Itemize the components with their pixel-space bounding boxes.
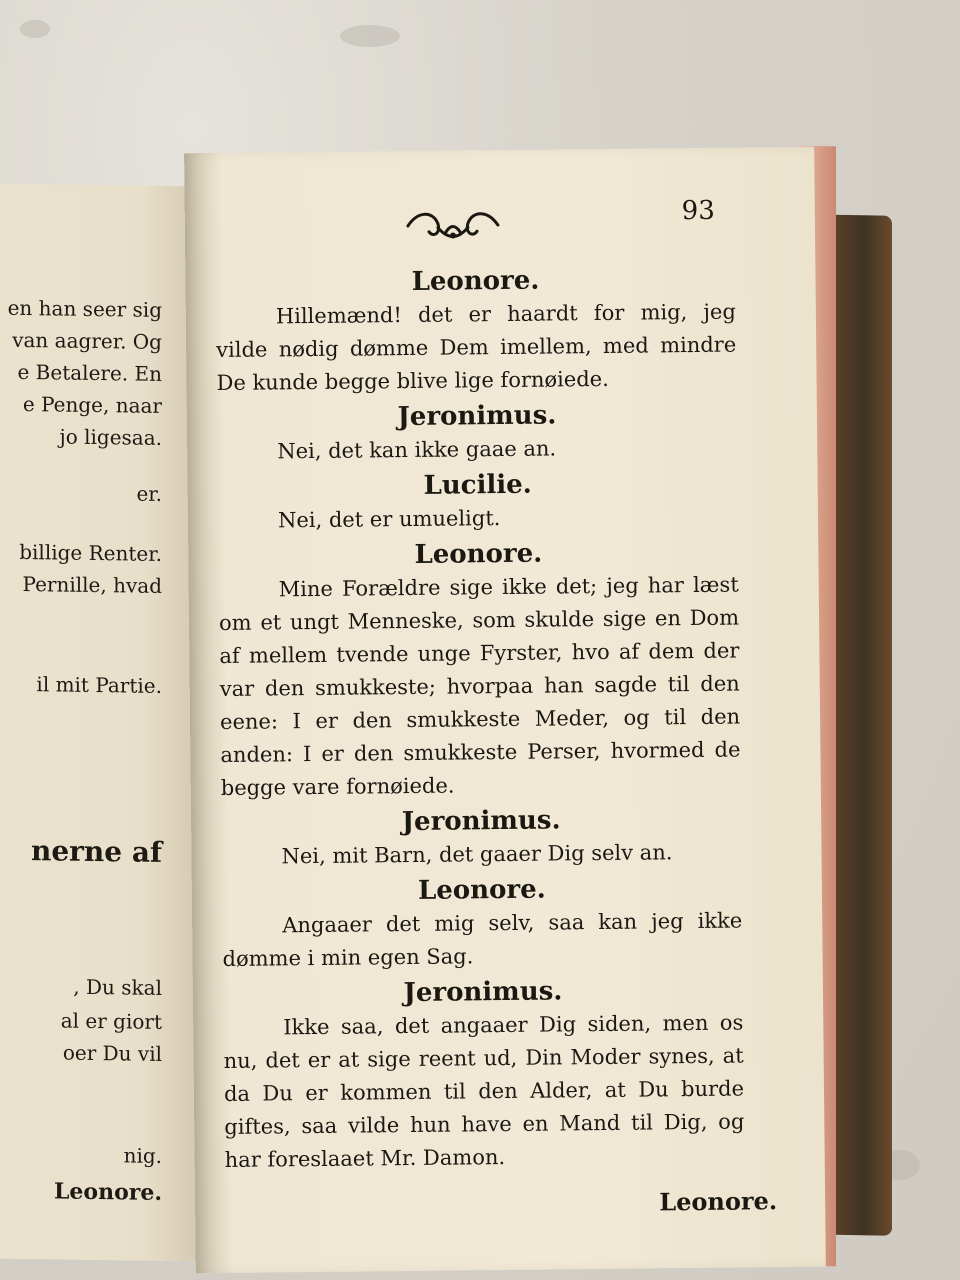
left-page-line: e Penge, naar <box>22 391 162 418</box>
speaker-name: Jeronimus. <box>403 976 563 1009</box>
surface-stain <box>340 25 400 47</box>
speaker-name: Leonore. <box>411 265 540 297</box>
page-number: 93 <box>681 195 715 227</box>
speaker-name: Leonore. <box>414 538 543 570</box>
left-page-line: Leonore. <box>53 1178 162 1206</box>
left-page-line: en han seer sig <box>7 295 162 322</box>
speech-text: Mine Forældre sige ikke det; jeg har læst om et ungt Menneske, som skulde sige en Dom af mellem tvende unge Fyrster, hvo af dem der var den smukkeste; hvorpaa han sagde til den eene: I er den smukkeste Meder, og til den anden: I er den smukkeste Perser, hvormed de begge vare fornøiede. <box>218 572 741 800</box>
speaker-name: Jeronimus. <box>397 400 557 433</box>
ornament-flourish-icon <box>403 205 503 246</box>
left-page-line: van aagrer. Og <box>12 327 162 354</box>
left-page-line: il mit Partie. <box>36 672 162 698</box>
speech-text: Angaaer det mig selv, saa kan jeg ikke dømme i min egen Sag. <box>222 908 743 971</box>
surface-stain <box>20 20 50 38</box>
left-page-line: , Du skal <box>73 974 162 1000</box>
left-page-line: e Betalere. En <box>17 359 162 386</box>
left-page <box>0 183 212 1261</box>
left-page-line: al er giort <box>60 1008 162 1034</box>
speech-text: Ikke saa, det angaaer Dig siden, men os nu, det er at sige reent ud, Din Moder synes, at da Du er kommen til den Alder, at Du burde giftes, saa vilde hun have en Mand til Dig, og har foreslaaet Mr. Damon. <box>223 1010 745 1172</box>
speaker-name: Lucilie. <box>423 469 532 501</box>
left-page-line: billige Renter. <box>19 539 162 566</box>
left-page-line: nerne af <box>30 834 162 869</box>
speaker-name: Jeronimus. <box>401 805 561 838</box>
left-page-line: jo ligesaa. <box>59 424 162 450</box>
speech-text: Nei, det kan ikke gaae an. <box>277 436 557 464</box>
left-page-line: er. <box>136 481 162 506</box>
right-page <box>184 147 826 1274</box>
speech-text: Hillemænd! det er haardt for mig, jeg vilde nødig dømme Dem imellem, med mindre De kunde begge blive lige fornøiede. <box>216 299 737 396</box>
speaker-name: Leonore. <box>417 874 546 906</box>
left-page-line: oer Du vil <box>62 1040 162 1066</box>
dialogue-text <box>215 260 745 1177</box>
left-page-line: Pernille, hvad <box>22 571 162 598</box>
left-page-line: nig. <box>123 1143 162 1168</box>
catchword: Leonore. <box>659 1186 778 1217</box>
speech-text: Nei, det er umueligt. <box>277 506 501 533</box>
speech-text: Nei, mit Barn, det gaaer Dig selv an. <box>281 840 673 869</box>
